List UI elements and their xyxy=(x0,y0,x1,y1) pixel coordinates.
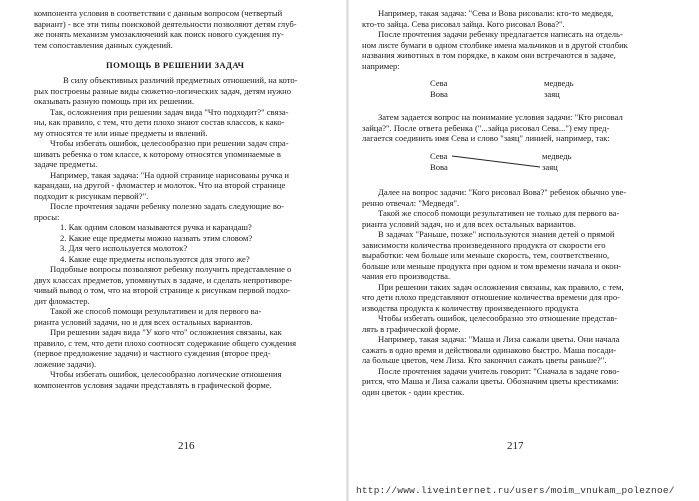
right-page xyxy=(349,0,699,501)
text-line: зависимости количества произведенного продукта от скорости его xyxy=(362,239,606,250)
text-line: ложение задачи). xyxy=(34,358,97,369)
table-animal-cell: заяц xyxy=(542,162,558,172)
watermark-url: http://www.liveinternet.ru/users/moim_vnukam_poleznoe/ xyxy=(356,485,675,496)
text-line: шивать ребенка о том классе, к которому относятся упоминаемые в xyxy=(34,148,281,159)
list-item: 3. Для чего используется молоток? xyxy=(60,243,188,253)
text-line: рых построены разные виды сюжетно-логических задач, детям нужно xyxy=(34,85,292,96)
sева-to-zayats-line xyxy=(452,156,540,167)
text-line: например: xyxy=(362,60,400,71)
page-number: 217 xyxy=(507,440,524,452)
text-line: изводства продукта к количеству произведенного продукта xyxy=(362,302,579,313)
text-line: карандаш, на другой - фломастер и молоток. Что на второй странице xyxy=(34,180,286,190)
text-line: двух классах предметов, упомянутых в задаче, и сделать непротиворе- xyxy=(34,274,293,285)
text-line: (первое предложение задачи) и частного суждения (второе пред- xyxy=(34,348,271,358)
text-line: ренно отвечал: "Медведя". xyxy=(362,197,460,208)
text-line: задаче предметы. xyxy=(34,159,98,169)
text-line: кто-то зайца. Сева рисовал зайца. Кого рисовал Вова?". xyxy=(362,18,565,29)
text-line: один цветок - один крестик. xyxy=(362,386,465,397)
text-line: В силу объективных различий предметных отношений, на кото- xyxy=(63,75,298,85)
text-line: чания его производства. xyxy=(362,271,451,281)
table-name-cell: Сева xyxy=(430,151,448,161)
table-name-cell: Вова xyxy=(430,89,448,99)
text-line: больше или меньше продукта при одном и том времени начала и окон- xyxy=(362,260,622,271)
text-line: компонентов условия задачи представлять в графической форме. xyxy=(34,379,272,390)
table-name-cell: Сева xyxy=(430,78,448,88)
text-line: При решении задач вида "У кого что" осложнения связаны, как xyxy=(50,327,282,337)
text-line: Подобные вопросы позволяют ребенку получить представление о xyxy=(50,264,292,274)
text-line: Такой же способ помощи результативен и для первого ва- xyxy=(50,306,262,316)
text-line: лять в графической форме. xyxy=(362,323,461,334)
text-line: что дети плохо представляют отношение количества времени для про- xyxy=(362,292,620,302)
text-line: лагается соединить имя Сева и слово "заяц" линией, например, так: xyxy=(362,133,610,143)
text-line: Например, такая задача: "Маша и Лиза сажали цветы. Они начала xyxy=(378,334,620,344)
text-line: оказывать разную помощь при их решении. xyxy=(34,96,194,106)
text-line: рианта условий задачи, но и для всех остальных вариантов. xyxy=(34,316,253,327)
text-line: компонента условия в соответствии с данным вопросом (четвертый xyxy=(34,8,283,18)
text-line: Чтобы избегать ошибок, целесообразно это отношение представ- xyxy=(378,313,618,323)
text-line: Например, такая задача: "На одной странице нарисованы ручка и xyxy=(50,169,290,180)
text-line: чивый вывод о том, что на второй странице к рисункам первой подхо- xyxy=(34,285,291,295)
text-line: Далее на вопрос задачи: "Кого рисовал Вова?" ребенок обычно уве- xyxy=(378,187,627,197)
connector-line xyxy=(349,0,699,200)
table-name-cell: Вова xyxy=(430,162,448,172)
text-line: названия животных в том порядке, в каком они встречаются в задаче, xyxy=(362,50,616,60)
text-line: просы: xyxy=(34,211,60,222)
text-line: После прочтения задачи ребенку полезно задать следующие во- xyxy=(50,201,285,211)
text-line: му относятся те или иные предметы и явлений. xyxy=(34,127,208,138)
text-line: При решении таких задач осложнения связаны, как правило, с тем, xyxy=(378,281,624,292)
text-line: Чтобы избегать ошибок, целесообразно при решении задач спра- xyxy=(50,138,289,148)
list-item: 2. Какие еще предметы можно назвать этим словом? xyxy=(60,232,253,243)
table-animal-cell: медведь xyxy=(542,151,572,161)
text-line: Чтобы избегать ошибок, целесообразно логические отношения xyxy=(50,369,282,379)
text-line: правило, с тем, что дети плохо соотносят содержание общего суждения xyxy=(34,337,297,348)
text-line: рится, что Маша и Лиза сажали цветы. Обозначим цветы крестиками: xyxy=(362,376,619,386)
text-line: сажать в одно время и действовали одинаково быстро. Маша посади- xyxy=(362,344,617,355)
text-line: ны, как правило, с тем, что дети плохо знают состав классов, к како- xyxy=(34,117,285,127)
text-line: дит фломастер. xyxy=(34,295,90,306)
section-heading: ПОМОЩЬ В РЕШЕНИИ ЗАДАЧ xyxy=(106,60,245,70)
text-line: ла больше цветов, чем Лиза. Кто закончил сажать цветы раньше?". xyxy=(362,355,607,365)
text-line: выработки: чем больше или меньше скорость, тем, соответственно, xyxy=(362,250,610,260)
left-page xyxy=(0,0,349,501)
table-animal-cell: медведь xyxy=(544,78,574,88)
text-line: тем сопоставления данных суждений. xyxy=(34,39,173,50)
text-line: ном листе бумаги в одном столбике имена мальчиков и в другой столбик xyxy=(362,39,628,50)
page-number: 216 xyxy=(178,440,195,452)
text-line: Так, осложнения при решении задач вида "Что подходит?" связа- xyxy=(50,106,289,117)
table-animal-cell: заяц xyxy=(544,89,560,99)
text-line: После прочтения задачи учитель говорит: "Сначала в задаче гово- xyxy=(378,365,620,376)
text-line: Например, такая задача: "Сева и Вова рисовали: кто-то медведя, xyxy=(378,8,614,18)
text-line: Затем задается вопрос на понимание условия задачи: "Кто рисовал xyxy=(378,112,623,122)
text-line: Такой же способ помощи результативен не только для первого ва- xyxy=(378,208,620,218)
list-item: 1. Как одним словом называются ручка и карандаш? xyxy=(60,222,252,232)
text-line: зайца?". После ответа ребенка ("...зайца рисовал Сева...") ему пред- xyxy=(362,122,610,133)
text-line: рианта условий задач, но и для всех остальных вариантов. xyxy=(362,218,576,229)
text-line: В задачах "Раньше, позже" используются знания детей о прямой xyxy=(378,229,615,239)
text-line: же понять механизм умозаключений как поиск нового суждения пу- xyxy=(34,29,284,39)
text-line: подходит к рисункам первой?". xyxy=(34,190,149,201)
text-line: После прочтения задачи ребенку предлагается написать на отдель- xyxy=(378,29,623,39)
list-item: 4. Какие еще предметы используются для этого же? xyxy=(60,253,250,264)
text-line: вариант) - все эти типы поисковой деятельности позволяют детям глуб- xyxy=(34,18,297,29)
